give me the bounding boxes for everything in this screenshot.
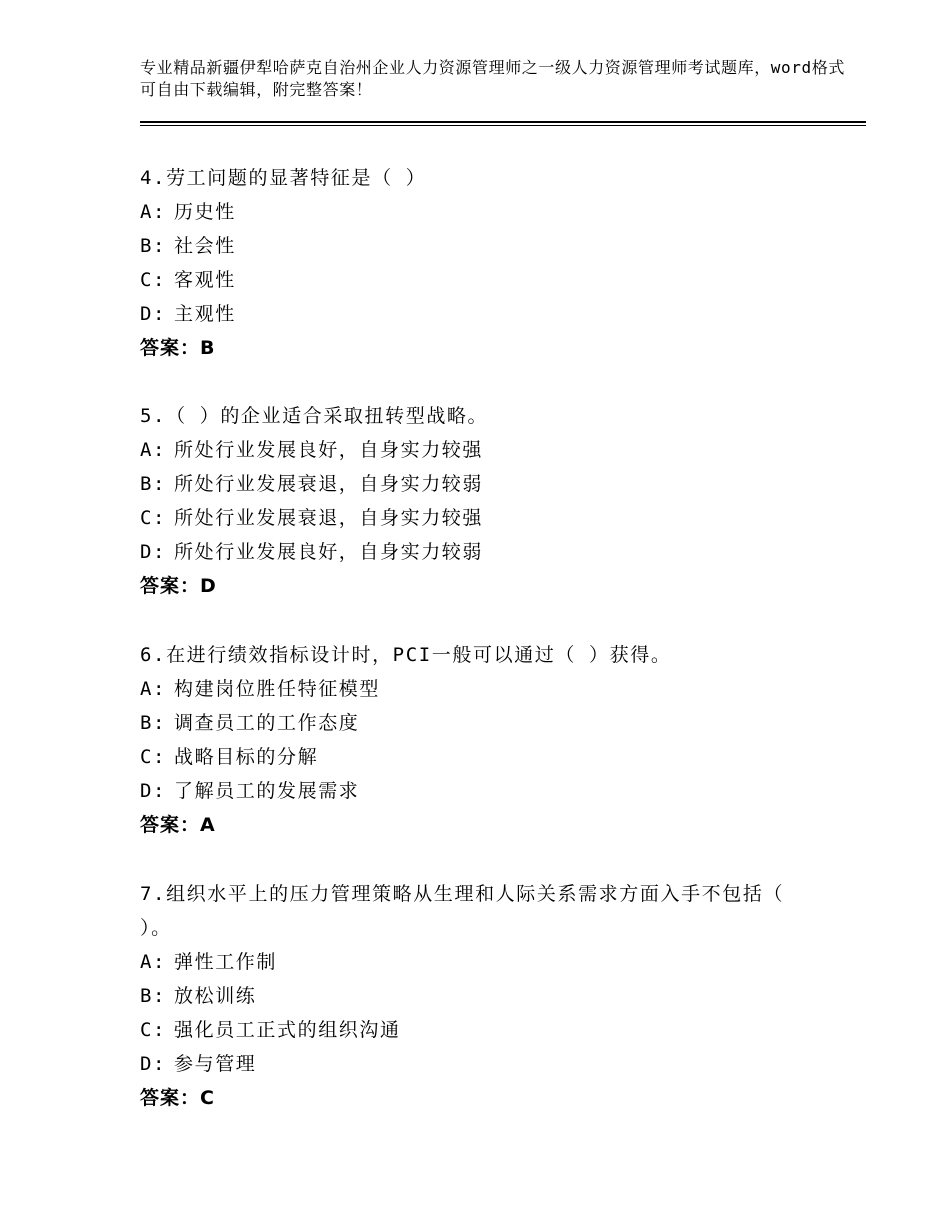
option-d [140, 1047, 860, 1081]
option-letter: D: [140, 541, 167, 563]
option-letter: B: [140, 235, 167, 257]
option-letter: A: [140, 678, 167, 700]
option-letter: B: [140, 712, 167, 734]
option-b [140, 229, 860, 263]
option-text: 主观性 [174, 303, 236, 325]
option-text: 客观性 [174, 269, 236, 291]
option-text: 调查员工的工作态度 [174, 712, 360, 734]
option-letter: B: [140, 985, 167, 1007]
question-stem: 4.劳工问题的显著特征是（ ） [140, 167, 427, 189]
header-divider-thin [140, 125, 866, 126]
question-stem: 7.组织水平上的压力管理策略从生理和人际关系需求方面入手不包括（ ）。 [140, 883, 785, 939]
answer-label: 答案：D [140, 575, 217, 597]
option-b [140, 706, 860, 740]
option-a [140, 195, 860, 229]
option-d [140, 535, 860, 569]
option-text: 参与管理 [174, 1053, 257, 1075]
option-text: 强化员工正式的组织沟通 [174, 1019, 401, 1041]
option-text: 所处行业发展衰退，自身实力较强 [174, 507, 484, 529]
question-stem: 5.（ ）的企业适合采取扭转型战略。 [140, 405, 489, 427]
option-c [140, 263, 860, 297]
option-letter: C: [140, 1019, 167, 1041]
option-letter: D: [140, 1053, 167, 1075]
option-d [140, 774, 860, 808]
option-b [140, 979, 860, 1013]
option-letter: C: [140, 507, 167, 529]
option-text: 弹性工作制 [174, 951, 278, 973]
question-6 [140, 638, 860, 842]
question-stem: 6.在进行绩效指标设计时，PCI一般可以通过（ ）获得。 [140, 644, 672, 666]
option-letter: D: [140, 780, 167, 802]
document-header: 专业精品新疆伊犁哈萨克自治州企业人力资源管理师之一级人力资源管理师考试题库，word格式可自由下载编辑，附完整答案！ [140, 58, 845, 99]
option-text: 构建岗位胜任特征模型 [174, 678, 381, 700]
question-7 [140, 877, 860, 1115]
option-text: 战略目标的分解 [174, 746, 319, 768]
option-a [140, 945, 860, 979]
option-letter: B: [140, 473, 167, 495]
option-letter: A: [140, 439, 167, 461]
question-4 [140, 161, 860, 365]
option-text: 所处行业发展衰退，自身实力较弱 [174, 473, 484, 495]
option-letter: D: [140, 303, 167, 325]
option-d [140, 297, 860, 331]
option-a [140, 672, 860, 706]
option-text: 历史性 [174, 201, 236, 223]
option-text: 所处行业发展良好，自身实力较强 [174, 439, 484, 461]
answer-label: 答案：C [140, 1087, 215, 1109]
option-text: 所处行业发展良好，自身实力较弱 [174, 541, 484, 563]
option-letter: A: [140, 201, 167, 223]
answer-label: 答案：A [140, 814, 216, 836]
option-letter: A: [140, 951, 167, 973]
option-a [140, 433, 860, 467]
option-letter: C: [140, 269, 167, 291]
option-letter: C: [140, 746, 167, 768]
option-text: 社会性 [174, 235, 236, 257]
answer-label: 答案：B [140, 337, 216, 359]
option-b [140, 467, 860, 501]
option-text: 了解员工的发展需求 [174, 780, 360, 802]
option-c [140, 1013, 860, 1047]
header-divider-thick [140, 121, 866, 123]
option-text: 放松训练 [174, 985, 257, 1007]
option-c [140, 740, 860, 774]
option-c [140, 501, 860, 535]
question-5 [140, 399, 860, 603]
